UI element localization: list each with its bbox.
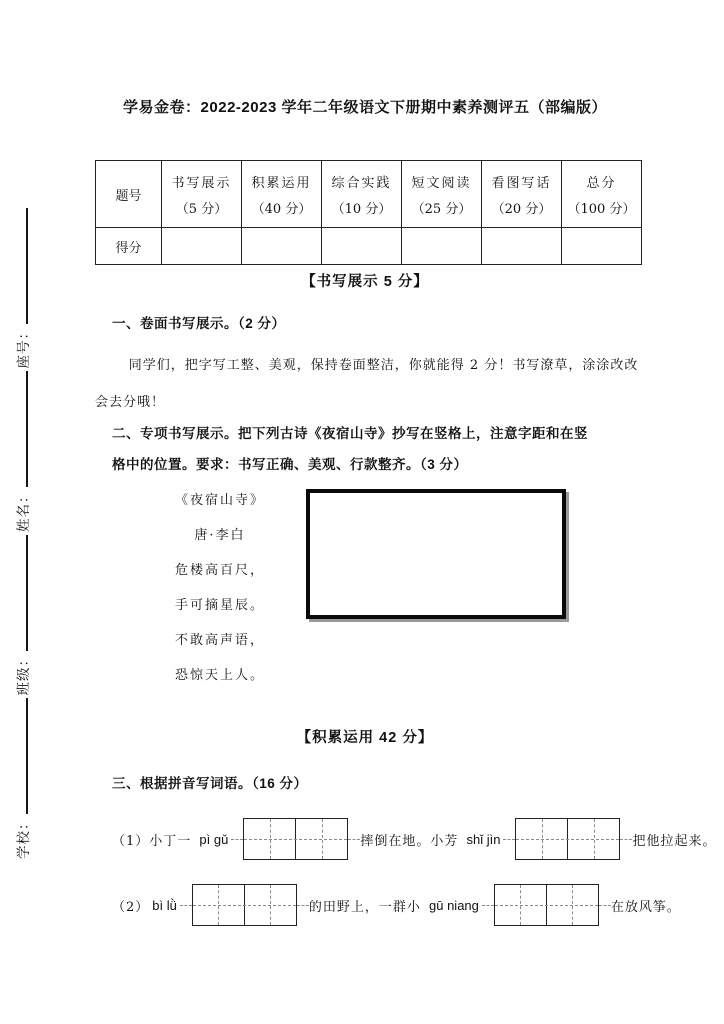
line1-text: 摔倒在地。小芳 bbox=[360, 833, 464, 849]
question-1-note: 同学们，把字写工整、美观，保持卷面整洁，你就能得 2 分！书写潦草，涂涂改改会去分哦！ bbox=[95, 358, 639, 410]
poem-copy-box[interactable] bbox=[306, 489, 566, 619]
poem-line: 手可摘星辰。 bbox=[174, 598, 265, 613]
pinyin-line-2 bbox=[112, 882, 681, 928]
column-score: （25 分） bbox=[411, 201, 472, 217]
character-cell[interactable] bbox=[193, 885, 244, 925]
column-score: （100 分） bbox=[567, 201, 636, 217]
column-name: 看图写话 bbox=[491, 175, 552, 191]
column-header bbox=[242, 161, 322, 228]
character-cell[interactable] bbox=[244, 885, 296, 925]
column-name: 总分 bbox=[586, 175, 617, 191]
line1-text: 把他拉起来。 bbox=[632, 833, 717, 849]
question-2-title-line2: 格中的位置。要求：书写正确、美观、行款整齐。（3 分） bbox=[112, 457, 468, 472]
column-score: （10 分） bbox=[331, 201, 392, 217]
dashed-stub bbox=[482, 905, 494, 906]
question-2-title bbox=[112, 418, 642, 480]
section-header-writing: 【书写展示 5 分】 bbox=[301, 274, 429, 290]
score-table-score-row bbox=[96, 228, 642, 265]
class-label: 班级： bbox=[16, 652, 32, 696]
column-header bbox=[402, 161, 482, 228]
character-cell[interactable] bbox=[295, 819, 347, 859]
character-cell[interactable] bbox=[244, 819, 295, 859]
character-cell[interactable] bbox=[516, 819, 567, 859]
column-name: 书写展示 bbox=[171, 175, 232, 191]
column-name: 积累运用 bbox=[251, 175, 312, 191]
score-input-cell[interactable] bbox=[562, 228, 642, 265]
dashed-stub bbox=[503, 839, 515, 840]
column-name: 短文阅读 bbox=[411, 175, 472, 191]
answer-grid-wrap bbox=[180, 884, 309, 926]
line2-text: 的田野上，一群小 bbox=[308, 899, 426, 915]
pinyin-line-1 bbox=[112, 816, 716, 862]
column-score: （40 分） bbox=[251, 201, 312, 217]
question-2-title-line1: 二、专项书写展示。把下列古诗《夜宿山寺》抄写在竖格上，注意字距和在竖 bbox=[112, 426, 588, 441]
dashed-stub bbox=[231, 839, 243, 840]
column-score: （20 分） bbox=[491, 201, 552, 217]
question-1-title: 一、卷面书写展示。（2 分） bbox=[112, 316, 286, 331]
score-row-label: 得分 bbox=[96, 228, 162, 265]
dashed-stub bbox=[180, 905, 192, 906]
dashed-stub bbox=[348, 839, 360, 840]
line2-pinyin-1: bì lǜ bbox=[152, 897, 177, 913]
dashed-stub bbox=[620, 839, 632, 840]
line1-pinyin-2: shǐ jìn bbox=[466, 831, 501, 847]
dashed-stub bbox=[297, 905, 309, 906]
answer-grid-wrap bbox=[503, 818, 632, 860]
school-fill-line[interactable] bbox=[13, 699, 28, 815]
score-input-cell[interactable] bbox=[242, 228, 322, 265]
school-label: 学校： bbox=[16, 815, 32, 859]
poem-line: 危楼高百尺， bbox=[174, 563, 265, 578]
dashed-stub bbox=[599, 905, 611, 906]
character-cell[interactable] bbox=[546, 885, 598, 925]
section-header-accumulation: 【积累运用 42 分】 bbox=[296, 730, 434, 746]
line1-pinyin-1: pì gǔ bbox=[199, 831, 229, 847]
seat-label: 座号： bbox=[16, 325, 32, 369]
score-table bbox=[95, 160, 642, 265]
column-score: （5 分） bbox=[175, 201, 228, 217]
poem-block bbox=[158, 483, 282, 693]
column-header bbox=[322, 161, 402, 228]
line2-pinyin-2: gū niang bbox=[429, 897, 479, 913]
seat-fill-line[interactable] bbox=[13, 208, 28, 324]
class-fill-line[interactable] bbox=[13, 535, 28, 651]
answer-grid[interactable] bbox=[494, 884, 599, 926]
poem-title: 《夜宿山寺》 bbox=[174, 493, 265, 508]
line2-text: 在放风筝。 bbox=[610, 899, 681, 915]
answer-grid[interactable] bbox=[192, 884, 297, 926]
answer-grid[interactable] bbox=[243, 818, 348, 860]
column-name: 综合实践 bbox=[331, 175, 392, 191]
score-table-header-row bbox=[96, 161, 642, 228]
score-input-cell[interactable] bbox=[162, 228, 242, 265]
line1-text: （1）小丁一 bbox=[112, 833, 197, 849]
name-fill-line[interactable] bbox=[13, 372, 28, 488]
question-3-title: 三、根据拼音写词语。（16 分） bbox=[112, 776, 308, 791]
poem-author: 唐·李白 bbox=[194, 528, 246, 543]
score-input-cell[interactable] bbox=[322, 228, 402, 265]
score-input-cell[interactable] bbox=[402, 228, 482, 265]
student-info-sidebar bbox=[12, 182, 52, 882]
character-cell[interactable] bbox=[567, 819, 619, 859]
page-title: 学易金卷：2022-2023 学年二年级语文下册期中素养测评五（部编版） bbox=[123, 99, 607, 116]
poem-line: 不敢高声语， bbox=[174, 633, 265, 648]
column-header bbox=[162, 161, 242, 228]
column-header bbox=[482, 161, 562, 228]
poem-line: 恐惊天上人。 bbox=[174, 668, 265, 683]
score-input-cell[interactable] bbox=[482, 228, 562, 265]
column-header bbox=[562, 161, 642, 228]
line2-text: （2） bbox=[112, 899, 150, 915]
name-label: 姓名： bbox=[16, 488, 32, 532]
answer-grid-wrap bbox=[482, 884, 611, 926]
answer-grid[interactable] bbox=[515, 818, 620, 860]
character-cell[interactable] bbox=[495, 885, 546, 925]
corner-cell: 题号 bbox=[96, 161, 162, 228]
answer-grid-wrap bbox=[231, 818, 360, 860]
